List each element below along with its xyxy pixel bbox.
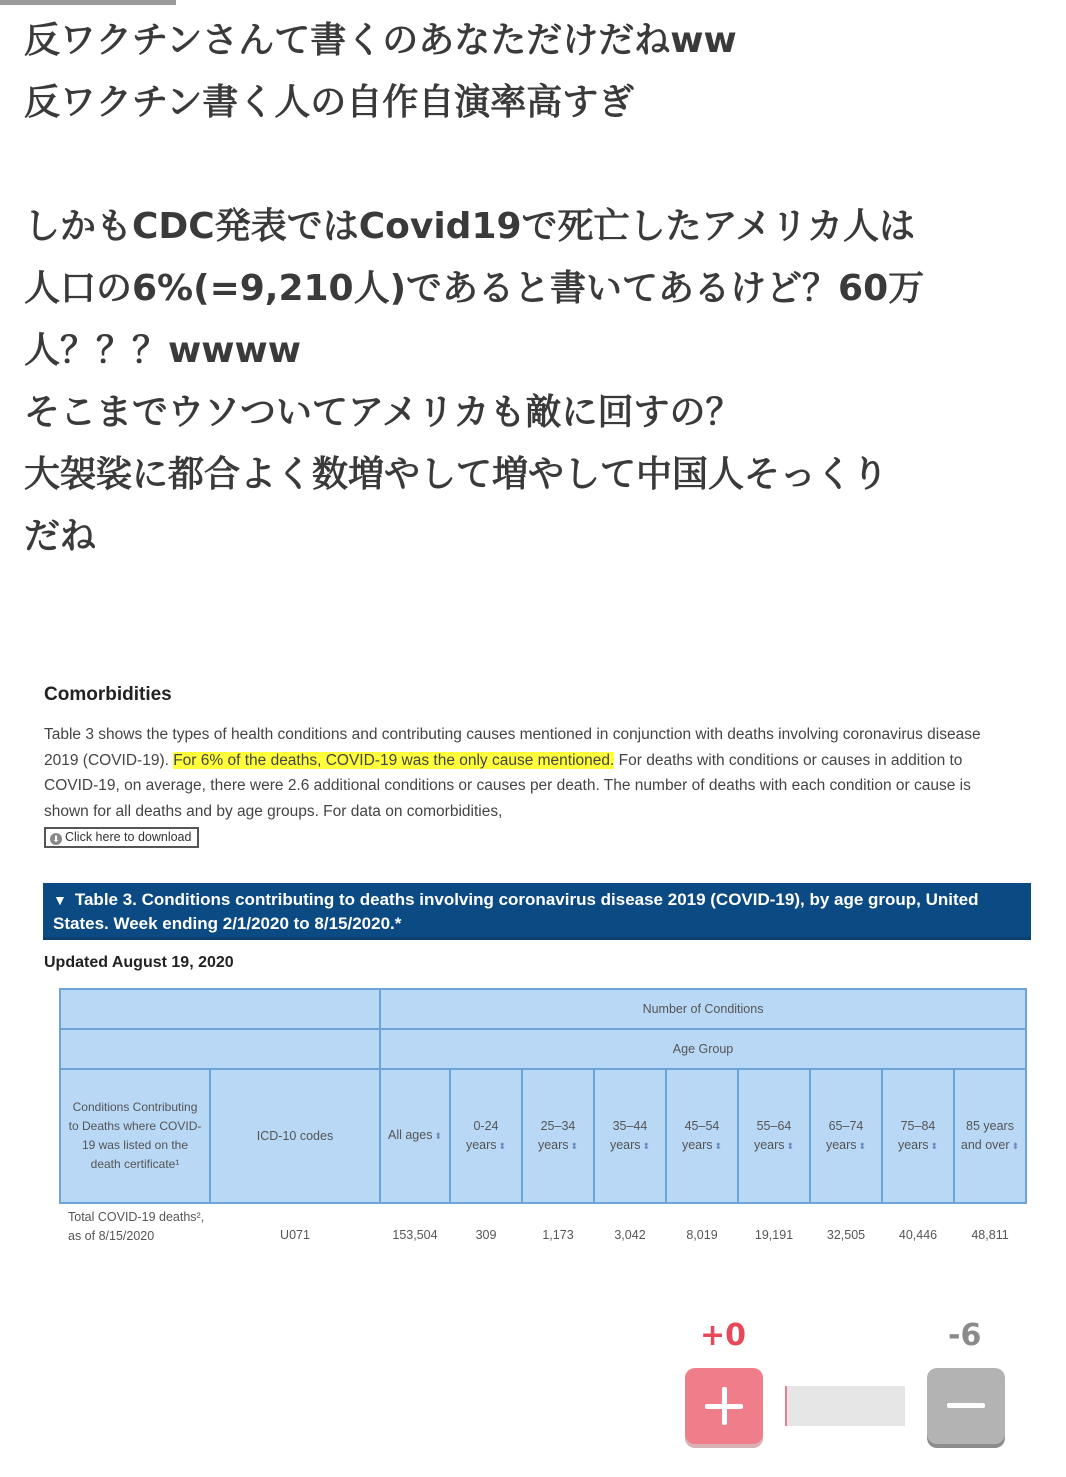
- age-column-header[interactable]: [882, 1069, 954, 1203]
- embedded-cdc-screenshot: [28, 670, 1038, 1290]
- row-icd: U071: [280, 1228, 310, 1242]
- age-column-label: 75–84 years: [897, 1118, 936, 1152]
- conditions-column-header: Conditions Contributing to Deaths where COVID-19 was listed on the death certificate¹: [60, 1069, 210, 1203]
- vote-ratio-fill: [785, 1386, 787, 1426]
- table-title: Table 3. Conditions contributing to deaths involving coronavirus disease 2019 (COVID-19), by age group, United States. Week ending 2/1/2020 to 8/15/2020.*: [53, 890, 979, 933]
- sort-icon: ⬍: [434, 1131, 443, 1141]
- row-value: 19,191: [754, 1228, 794, 1242]
- sort-icon: ⬍: [858, 1140, 867, 1151]
- sort-icon: ⬍: [498, 1140, 507, 1151]
- updated-date: Updated August 19, 2020: [44, 954, 234, 971]
- post-line: しかもCDC発表ではCovid19で死亡したアメリカ人は: [24, 206, 916, 247]
- download-button[interactable]: [44, 827, 199, 848]
- post-line: 人口の6%(=9,210人)であると書いてあるけど？60万: [24, 268, 925, 309]
- sort-icon: ⬍: [570, 1140, 579, 1151]
- sort-icon: ⬍: [930, 1140, 939, 1151]
- row-value: 3,042: [614, 1228, 646, 1242]
- post-line: 反ワクチンさんて書くのあなただけだねww: [24, 20, 737, 61]
- post-line: 反ワクチン書く人の自作自演率高すぎ: [24, 82, 635, 123]
- plus-icon: [685, 1368, 763, 1444]
- row-value: 40,446: [898, 1228, 938, 1242]
- plus-score: +0: [700, 1318, 747, 1353]
- sort-icon: ⬍: [1011, 1140, 1020, 1151]
- age-column-label: 65–74 years: [825, 1118, 864, 1152]
- downvote-button[interactable]: [927, 1368, 1005, 1444]
- age-column-header[interactable]: [738, 1069, 810, 1203]
- age-column-label: 55–64 years: [753, 1118, 792, 1152]
- age-column-header[interactable]: [380, 1069, 450, 1203]
- row-value: 32,505: [826, 1228, 866, 1242]
- row-value: 48,811: [971, 1228, 1009, 1242]
- blank-header: [60, 1029, 380, 1069]
- row-value: 1,173: [542, 1228, 574, 1242]
- table-row: [60, 1203, 1026, 1247]
- post-line: 人？？？wwww: [24, 330, 302, 371]
- row-value: 8,019: [686, 1228, 718, 1242]
- age-column-header[interactable]: [594, 1069, 666, 1203]
- download-label: Click here to download: [65, 830, 192, 844]
- para-text: For deaths with conditions or causes in addition to COVID-19, on average, there were 2.6 additional conditions or causes per death. The number of deaths with each condition or cause is shown for all deaths and by age groups. For data on comorbidities,: [44, 751, 971, 820]
- minus-score: -6: [948, 1318, 982, 1353]
- age-column-header[interactable]: [954, 1069, 1026, 1203]
- age-column-label: 35–44 years: [609, 1118, 648, 1152]
- number-of-conditions-header: Number of Conditions: [380, 989, 1026, 1029]
- conditions-table: [59, 988, 1027, 1247]
- comorbidities-paragraph: [44, 722, 1014, 850]
- age-column-label: 0-24 years: [465, 1118, 499, 1152]
- row-value: 153,504: [392, 1228, 438, 1242]
- row-value: 309: [475, 1228, 497, 1242]
- age-column-header[interactable]: [522, 1069, 594, 1203]
- minus-icon: [927, 1368, 1005, 1444]
- age-column-header[interactable]: [810, 1069, 882, 1203]
- para-text: Table 3 shows the types of health conditions and contributing causes mentioned in conjunction with deaths involving coronavirus disease 2019 (COVID-19).: [44, 726, 981, 769]
- post-body: [24, 10, 1044, 568]
- sort-icon: ⬍: [714, 1140, 723, 1151]
- top-divider: [0, 0, 176, 5]
- row-label: Total COVID-19 deaths², as of 8/15/2020: [68, 1210, 205, 1243]
- post-line: そこまでウソついてアメリカも敵に回すの？: [24, 392, 742, 433]
- post-line: 大袈裟に都合よく数増やして増やして中国人そっくり: [24, 454, 889, 495]
- post-blank-line: [24, 134, 1044, 196]
- chevron-down-icon: ▼: [53, 892, 67, 908]
- blank-header: [60, 989, 380, 1029]
- sort-icon: ⬍: [642, 1140, 651, 1151]
- upvote-button[interactable]: [685, 1368, 763, 1444]
- comorbidities-heading: Comorbidities: [44, 684, 172, 705]
- age-group-header: Age Group: [380, 1029, 1026, 1069]
- post-line: だね: [24, 516, 97, 557]
- vote-ratio-bar: [785, 1386, 905, 1426]
- icd-column-header: ICD-10 codes: [210, 1069, 380, 1203]
- highlighted-text: For 6% of the deaths, COVID-19 was the only cause mentioned.: [173, 751, 615, 769]
- age-column-header[interactable]: [666, 1069, 738, 1203]
- table-title-bar[interactable]: [43, 883, 1031, 940]
- age-column-label: All ages: [387, 1128, 433, 1142]
- age-column-label: 45–54 years: [681, 1118, 720, 1152]
- download-icon: ⬇: [50, 833, 62, 845]
- age-column-label: 85 years and over: [960, 1118, 1014, 1152]
- age-column-header[interactable]: [450, 1069, 522, 1203]
- age-column-label: 25–34 years: [537, 1118, 576, 1152]
- sort-icon: ⬍: [786, 1140, 795, 1151]
